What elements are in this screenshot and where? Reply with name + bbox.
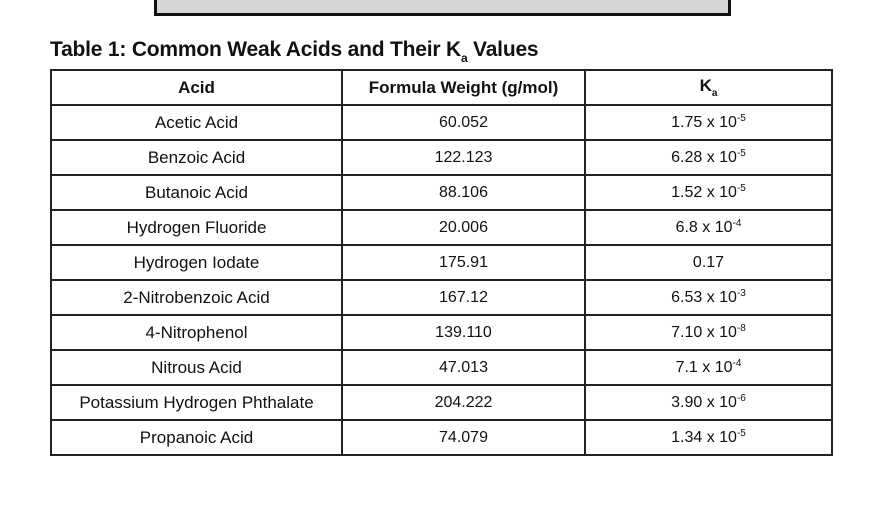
formula-weight-cell: 139.110: [342, 315, 585, 350]
ka-base: 6.28 x 10: [671, 149, 737, 166]
table-row: [51, 385, 832, 420]
table-row: [51, 280, 832, 315]
ka-exponent: -5: [736, 183, 746, 194]
ka-cell: [585, 175, 832, 210]
table-row: [51, 420, 832, 455]
header-acid: Acid: [51, 70, 342, 105]
ka-exponent: -4: [732, 218, 742, 229]
table-row: [51, 175, 832, 210]
ka-base: 1.34 x 10: [671, 429, 737, 446]
ka-cell: [585, 245, 832, 280]
ka-cell: [585, 315, 832, 350]
header-ka-main: K: [699, 76, 712, 95]
acid-name-cell: Propanoic Acid: [51, 420, 342, 455]
formula-weight-cell: 74.079: [342, 420, 585, 455]
ka-cell: [585, 210, 832, 245]
table-row: [51, 350, 832, 385]
acid-name-cell: 4-Nitrophenol: [51, 315, 342, 350]
formula-weight-cell: 167.12: [342, 280, 585, 315]
ka-exponent: -4: [732, 358, 742, 369]
caption-main: Table 1: Common Weak Acids and Their K: [50, 38, 461, 61]
ka-cell: [585, 280, 832, 315]
table-row: [51, 245, 832, 280]
ka-base: 1.52 x 10: [671, 184, 737, 201]
ka-exponent: -8: [736, 323, 746, 334]
ka-cell: [585, 385, 832, 420]
formula-weight-cell: 47.013: [342, 350, 585, 385]
header-ka: [585, 70, 832, 105]
ka-base: 7.1 x 10: [675, 359, 733, 376]
ka-exponent: -6: [736, 393, 746, 404]
ka-exponent: -5: [736, 428, 746, 439]
caption-subscript: a: [460, 51, 468, 65]
ka-cell: [585, 350, 832, 385]
formula-weight-cell: 88.106: [342, 175, 585, 210]
ka-cell: [585, 420, 832, 455]
ka-base: 6.53 x 10: [671, 289, 737, 306]
formula-weight-cell: 60.052: [342, 105, 585, 140]
ka-base: 0.17: [692, 254, 725, 271]
ka-cell: [585, 105, 832, 140]
ka-exponent: -3: [736, 288, 746, 299]
table-row: [51, 105, 832, 140]
header-formula-weight: Formula Weight (g/mol): [342, 70, 585, 105]
formula-weight-cell: 20.006: [342, 210, 585, 245]
acid-name-cell: 2-Nitrobenzoic Acid: [51, 280, 342, 315]
table-caption: [50, 38, 538, 65]
ka-base: 6.8 x 10: [675, 219, 733, 236]
acid-name-cell: Nitrous Acid: [51, 350, 342, 385]
table-row: [51, 315, 832, 350]
formula-weight-cell: 204.222: [342, 385, 585, 420]
acid-name-cell: Hydrogen Fluoride: [51, 210, 342, 245]
formula-weight-cell: 175.91: [342, 245, 585, 280]
figure-frame-top: [154, 0, 731, 16]
ka-base: 1.75 x 10: [671, 114, 737, 131]
header-ka-sub: a: [711, 88, 718, 99]
caption-tail: Values: [467, 38, 539, 61]
ka-exponent: -5: [736, 113, 746, 124]
formula-weight-cell: 122.123: [342, 140, 585, 175]
acid-name-cell: Butanoic Acid: [51, 175, 342, 210]
ka-exponent: -5: [736, 148, 746, 159]
weak-acids-table: [50, 69, 833, 456]
acid-name-cell: Acetic Acid: [51, 105, 342, 140]
ka-cell: [585, 140, 832, 175]
acid-name-cell: Benzoic Acid: [51, 140, 342, 175]
acid-name-cell: Hydrogen Iodate: [51, 245, 342, 280]
table-row: [51, 210, 832, 245]
ka-base: 3.90 x 10: [671, 394, 737, 411]
ka-base: 7.10 x 10: [671, 324, 737, 341]
header-row: [51, 70, 832, 105]
table-row: [51, 140, 832, 175]
acid-name-cell: Potassium Hydrogen Phthalate: [51, 385, 342, 420]
